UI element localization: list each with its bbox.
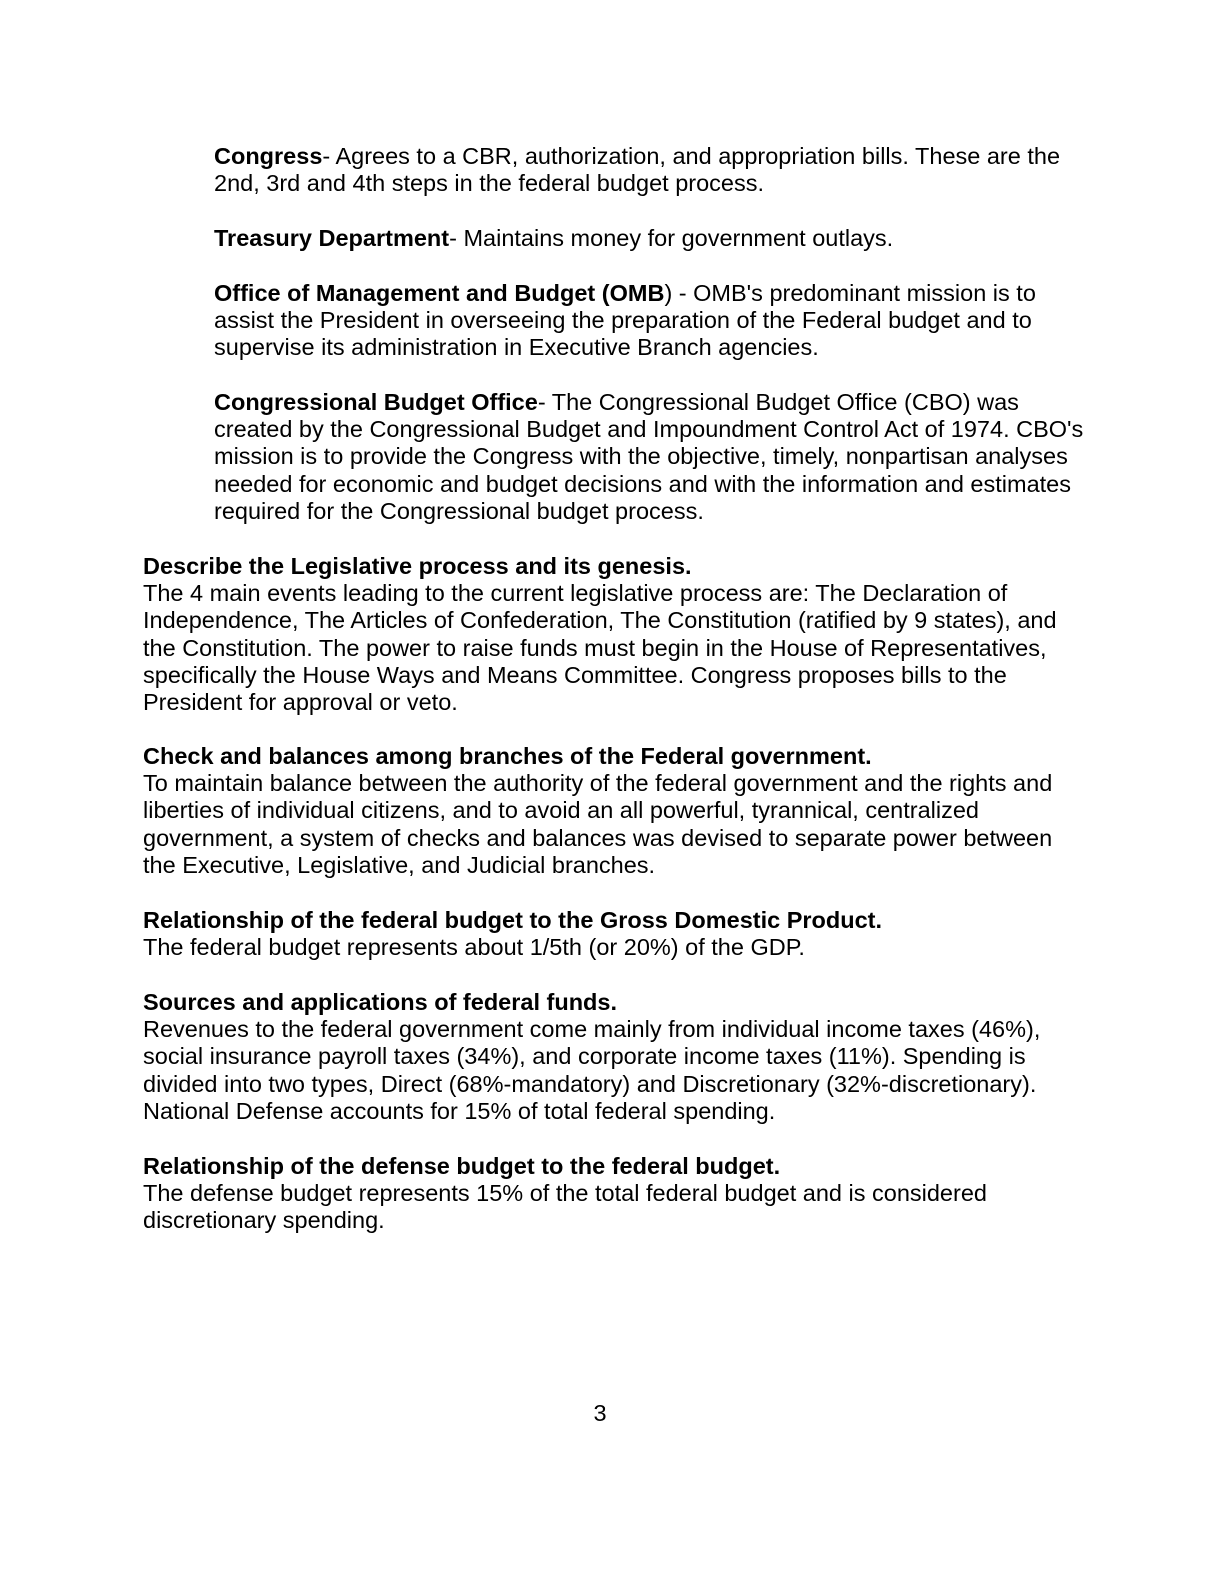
section-heading: Check and balances among branches of the Federal government. [143,743,872,769]
section-body: To maintain balance between the authority of the federal government and the rights and liberties of individual citizens, and to avoid an all powerful, tyrannical, centralized government, a system of checks and balances was devised to separate power between the Executive, Legislative, and Judicial branches. [143,770,1053,878]
section-checks-and-balances [143,743,1083,879]
definition-text: - The Congressional Budget Office (CBO) was created by the Congressional Budget and Impoundment Control Act of 1974. CBO's mission is to provide the Congress with the objective, timely, nonpartisan analyses needed for economic and budget decisions and with the information and estimates required for the Congressional budget process. [214,389,1084,524]
definition-omb [214,280,1094,362]
section-body: The federal budget represents about 1/5th (or 20%) of the GDP. [143,934,805,961]
term-label: Office of Management and Budget (OMB [214,280,665,306]
page-number: 3 [593,1400,607,1426]
definition-text: - Agrees to a CBR, authorization, and appropriation bills. These are the 2nd, 3rd and 4th steps in the federal budget process. [214,143,1061,197]
definition-text: ) - OMB's predominant mission is to assist the President in overseeing the preparation of the Federal budget and to supervise its administration in Executive Branch agencies. [214,280,1036,361]
term-label: Congress [214,143,323,169]
section-federal-budget-gdp [143,907,1083,961]
section-body: The 4 main events leading to the current legislative process are: The Declaration of Independence, The Articles of Confederation, The Constitution (ratified by 9 states), and the Constitution. The power to raise funds must begin in the House of Representatives, specifically the House Ways and Means Committee. Congress proposes bills to the President for approval or veto. [143,580,1057,716]
section-legislative-process [143,553,1083,716]
section-sources-and-applications [143,989,1083,1125]
section-heading: Sources and applications of federal funds. [143,989,618,1015]
definition-text: - Maintains money for government outlays. [449,225,894,251]
section-heading: Describe the Legislative process and its genesis. [143,553,692,579]
section-body: Revenues to the federal government come mainly from individual income taxes (46%), social insurance payroll taxes (34%), and corporate income taxes (11%). Spending is divided into two types, Direct (68%-mandatory) and Discretionary (32%-discretionary). National Defense accounts for 15% of total federal spending. [143,1016,1041,1124]
definition-congress [214,143,1094,197]
section-heading: Relationship of the defense budget to the federal budget. [143,1153,781,1179]
term-label: Treasury Department [214,225,450,251]
section-heading: Relationship of the federal budget to the Gross Domestic Product. [143,907,883,933]
section-defense-budget [143,1153,1083,1235]
definition-treasury-department [214,225,1094,252]
definition-congressional-budget-office [214,389,1094,525]
term-label: Congressional Budget Office [214,389,538,415]
section-body: The defense budget represents 15% of the total federal budget and is considered discretionary spending. [143,1180,987,1234]
